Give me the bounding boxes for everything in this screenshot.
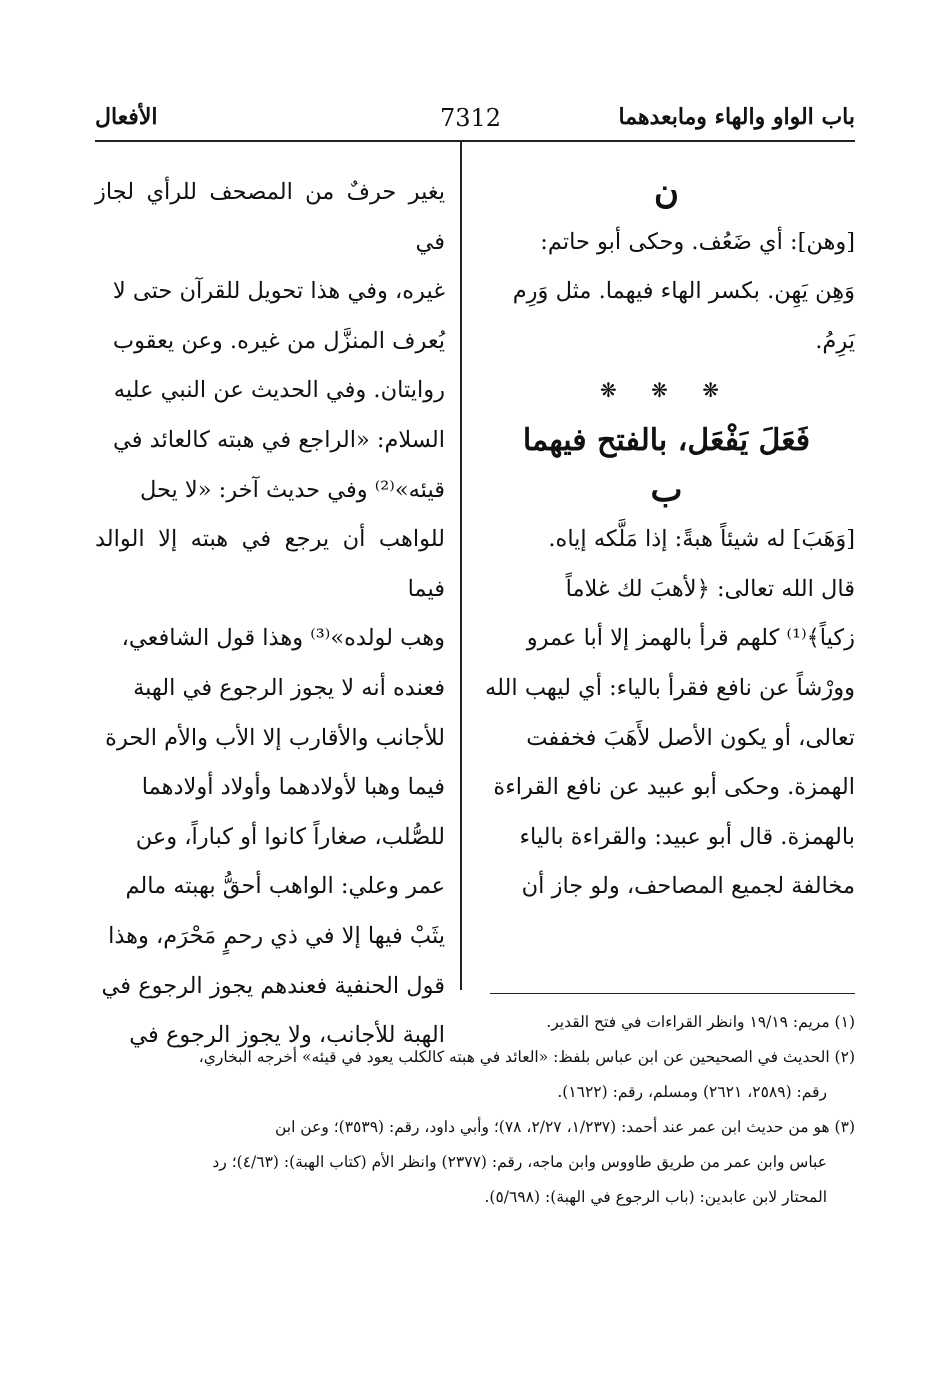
text-line: فعنده أنه لا يجوز الرجوع في الهبة (133, 674, 445, 701)
right-column (478, 168, 855, 912)
column-divider (460, 142, 462, 990)
text-line: وَهِن يَهِن. بكسر الهاء فيهما. مثل وَرِم (512, 278, 855, 305)
text-line: روايتان. وفي الحديث عن النبي عليه (113, 377, 445, 404)
text-line: يَرِمُ. (815, 327, 855, 354)
text-line: الهمزة. وحكى أبو عبيد عن نافع القراءة (493, 774, 855, 801)
text-line: تعالى، أو يكون الأصل لأَهَبَ فخففت (526, 724, 855, 751)
text-line: بالهمزة. قال أبو عبيد: والقراءة بالياء (519, 823, 855, 850)
text-line: مخالفة لجميع المصاحف، ولو جاز أن (521, 873, 855, 900)
text-line: يُعرف المنزَّل من غيره. وعن يعقوب (112, 327, 445, 354)
text-line: للصُّلب، صغاراً كانوا أو كباراً، وعن (135, 823, 445, 850)
footnote-line: (١) مريم: ١٩/١٩ وانظر القراءات في فتح القدير. (546, 1013, 855, 1031)
chapter-title: باب الواو والهاء ومابعدهما (618, 104, 855, 130)
text-line: زكياً﴾⁽¹⁾ كلهم قرأ بالهمز إلا أبا عمرو (526, 625, 855, 652)
text-line: [وهن]: أي ضَعُف. وحكى أبو حاتم: (540, 228, 855, 255)
text-line: فيما وهبا لأولادهما وأولاد أولادهما (141, 774, 445, 801)
page-header (95, 98, 855, 138)
header-rule (95, 140, 855, 142)
footnote-line: عباس وابن عمر من طريق طاووس وابن ماجه، رقم: (٢٣٧٧) وانظر الأم (كتاب الهبة): (٤/٦٣)؛ رد (212, 1153, 827, 1171)
section-label: الأفعال (95, 104, 158, 130)
footnote-rule (490, 993, 855, 994)
footnote-line: (٣) هو من حديث ابن عمر عند أحمد: (١/٢٣٧، ٢/٢٧، ٧٨)؛ وأبي داود، رقم: (٣٥٣٩)؛ وعن ابن (274, 1118, 855, 1136)
text-line: يثَبْ فيها إلا في ذي رحمٍ مَحْرَم، وهذا (108, 922, 445, 949)
left-column (95, 168, 445, 1061)
text-line: للواهب أن يرجع في هبته إلا الوالد فيما (95, 526, 445, 602)
text-line: يغير حرفٌ من المصحف للرأي لجاز في (95, 179, 445, 255)
footnotes (95, 1005, 855, 1215)
text-line: وهب لولده»⁽³⁾ وهذا قول الشافعي، (121, 625, 445, 652)
text-line: الهبة للأجانب، ولا يجوز الرجوع في (129, 1022, 445, 1049)
text-line: عمر وعلي: الواهب أحقُّ بهبته مالم (125, 873, 445, 900)
text-line: للأجانب والأقارب إلا الأب والأم الحرة (105, 724, 445, 751)
text-line: [وَهَبَ] له شيئاً هبةً: إذا مَلَّكه إياه. (548, 526, 855, 553)
letter-heading-ba: ب (650, 469, 683, 510)
footnote-line: (٢) الحديث في الصحيحين عن ابن عباس بلفظ: «العائد في هبته كالكلب يعود في قيئه» أخرجه البخاري، (198, 1048, 855, 1066)
text-line: غيره، وفي هذا تحويل للقرآن حتى لا (112, 278, 445, 305)
footnote-line: رقم: (٢٥٨٩، ٢٦٢١) ومسلم، رقم: (١٦٢٢). (557, 1083, 827, 1101)
letter-heading-nun: ن (654, 172, 679, 212)
footnote-line: المحتار لابن عابدين: (باب الرجوع في الهبة): (٥/٦٩٨). (484, 1188, 827, 1206)
section-title: فَعَلَ يَفْعَل، بالفتح فيهما (522, 422, 811, 458)
text-line: وورْشاً عن نافع فقرأ بالياء: أي ليهب الله (485, 674, 855, 701)
text-line: السلام: «الراجع في هبته كالعائد في (112, 426, 445, 453)
section-separator-stars: ❋ ❋ ❋ (600, 378, 733, 403)
text-line: قول الحنفية فعندهم يجوز الرجوع في (101, 972, 445, 999)
page-number: 7312 (440, 104, 502, 132)
text-line: قيئه»⁽²⁾ وفي حديث آخر: «لا يحل (139, 476, 445, 503)
text-line: قال الله تعالى: ﴿لأهبَ لك غلاماً (565, 575, 855, 602)
